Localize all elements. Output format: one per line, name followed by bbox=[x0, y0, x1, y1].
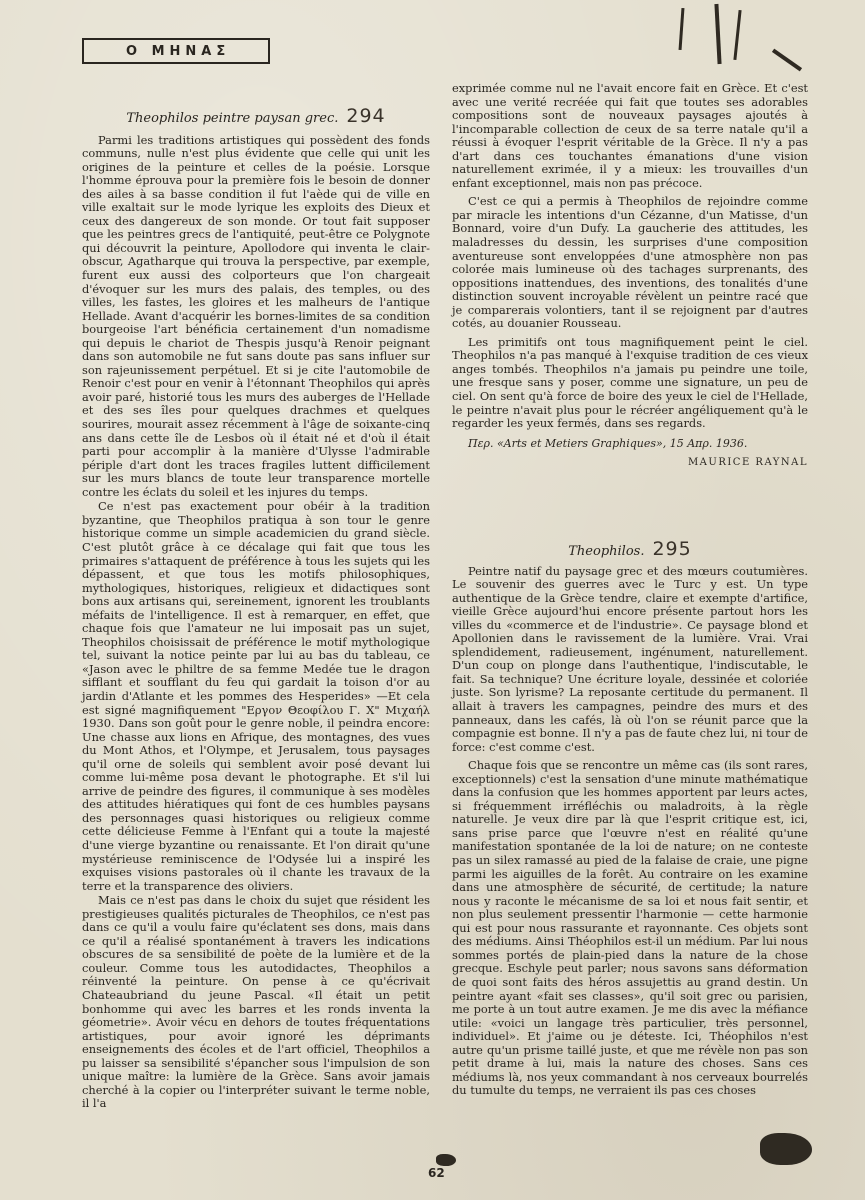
ink-stroke-mark bbox=[714, 4, 721, 64]
paragraph: Ce n'est pas exactement pour obéir à la tradition byzantine, que Theophilos pratiqua à son tour le genre historique comme un simple academicien du grand siècle. C'est plutôt grâce à ce décalage qui fait que tous les primaires s'attaquent de préférence à tous les sujets qui les dépassent, et que tous les motifs philosophiques, mythologiques, historiques, religieux et didactiques sont bons aux artisans qui, sereinement, ignorent les troublants méfaits de l'intelligence. Il est à remarquer, en effet, que chaque fois que l'amateur ne lui imposait pas un sujet, Theophilos choisissait de préférence le motif mythologique tel, suivant la notice peinte par lui au bas du tableau, ce «Jason avec le philtre de sa femme Medée tue le dragon sifflant et soufflant du feu qui gardait la toison d'or au jardin d'Atlante et les pommes des Hesperides» —Et cela est signé magnifiquement "Εργον Θεοφίλου Γ. Χ" Μιχαήλ 1930. Dans son goût pour le genre noble, il peindra encore: Une chasse aux lions en Afrique, des montagnes, des vues du Mont Athos, et l'Olympe, et Jerusalem, tous paysages qu'il orne de soleils qui semblent avoir posé devant lui comme lui-même posa devant le photographe. Et s'il lui arrive de peindre des figures, il communique à ses modèles des attitudes hiératiques qui font de ces humbles paysans des personnages quasi historiques ou religieux comme cette délicieuse Femme à l'Enfant qui a toute la majesté d'une vierge byzantine ou renaissante. Et l'on dirait qu'une mystérieuse reminiscence de l'Odyséе lui a inspiré les exquises visions pastorales où il chante les travaux de la terre et la transparence des oliviers. bbox=[82, 499, 430, 893]
paragraph: Peintre natif du paysage grec et des mœurs coutumières. Le souvenir des guerres avec le Turc y est. Un type authentique de la Grèce tendre, claire et exempte d'artifice, vieille Grèce aujourd'hui encore présente partout hors les villes du «commerce et de l'industrie». Ce paysage blond et Apollonien dans le ravissement de la lumière. Vrai. Vrai splendidement, radieusement, ingénument, naturellement. D'un coup on plonge dans l'authentique, l'indiscutable, le fait. Sa technique? Une écriture loyale, dessinée et coloriée juste. Son lyrisme? La reposante certitude du permanent. Il allait à travers les campagnes, peindre des murs et des panneaux, dans les cafés, là où l'on se réunit parce que la compagnie est bonne. Il n'y a pas de faute chez lui, ni tour de force: c'est comme c'est. bbox=[452, 563, 808, 754]
masthead: Ο ΜΗΝΑΣ bbox=[82, 38, 270, 64]
ink-blot-mark bbox=[436, 1154, 456, 1166]
paragraph: Chaque fois que se rencontre un même cas (ils sont rares, exceptionnels) c'est la sensation d'une minute mathématique dans la confusion que les hommes apportent par leurs actes, si fréquemment irréfléchis ou maladroits, à la règle naturelle. Je veux dire par là que l'esprit critique est, ici, sans prise parce que l'œuvre n'est en réalité qu'une manifestation spontanée de la loi de nature; on ne conteste pas un silex ramassé au pied de la falaise de craie, une pigne parmi les aiguilles de la forêt. Au contraire on les examine dans une atmosphère de sécurité, de certitude; la nature nous y raconte le mécanisme de sa loi et nous fait sentir, et non plus seulement pressentir l'harmonie — cette harmonie qui est pour nous rassurante et rayonnante. Ces objets sont des médiums. Ainsi Théophilos est-il un médium. Par lui nous sommes portés de plain-pied dans la nature de la chose grecque. Eschyle peut parler; nous savons sans déformation de quoi sont faits des héros assujettis au grand destin. Un peintre ayant «fait ses classes», qu'il soit grec ou parisien, me porte à un tout autre examen. Je me dis avec la méfiance utile: «voici un langage très particulier, très personnel, individuel». Et j'aime ou je déteste. Ici, Théophilos n'est autre qu'un prisme taillé juste, et que me révèle non pas son petit drame à lui, mais la nature des choses. Sans ces médiums là, nos yeux commandant à nos cerveaux bourrelés du tumulte du temps, ne verraient ils pas ces choses bbox=[452, 758, 808, 1098]
ink-stroke-mark bbox=[733, 10, 741, 60]
column-right-bottom bbox=[452, 538, 808, 1098]
column-left bbox=[82, 105, 430, 1111]
article-title-text: Theophilos peintre paysan grec. bbox=[126, 111, 339, 126]
paragraph: C'est ce qui a permis à Theophilos de rejoindre comme par miracle les intentions d'un Cézanne, d'un Matisse, d'un Bonnard, voire d'un Dufy. La gaucherie des attitudes, les maladresses du dessin, les surprises d'une composition aventureuse sont enveloppées d'une atmosphère non pas colorée mais lumineuse où des tachages surprenants, des oppositions inattendues, des inventions, des tonalités d'une distinction souvent incroyable révèlent un peintre racé que je comparerais volontiers, tant il se rejoignent par d'autres cotés, au douanier Rousseau. bbox=[452, 194, 808, 331]
handwritten-number: 294 bbox=[346, 105, 386, 127]
article-title bbox=[82, 105, 430, 127]
handwritten-number: 295 bbox=[652, 538, 692, 560]
column-right-top bbox=[452, 82, 808, 470]
article-title-text: Theophilos. bbox=[568, 544, 645, 559]
paragraph: exprimée comme nul ne l'avait encore fait en Grèce. Et c'est avec une verité recréée qui fait que toutes ses adorables compositions sont de nouveaux paysages ajoutés à l'incomparable collection de ceux de sa terre natale qu'il a réussi à évoquer l'esprit véritable de la Grèce. Il n'y a pas d'art dans ces touchantes émanations d'une vision naturellement exrimée, il y a mieux: les trouvailles d'un enfant exceptionnel, mais non pas précoce. bbox=[452, 81, 808, 190]
ink-blot-mark bbox=[760, 1133, 812, 1165]
source-citation: Περ. «Arts et Metiers Graphiques», 15 Απρ. 1936. bbox=[468, 436, 748, 450]
author-name: MAURICE RAYNAL bbox=[687, 457, 808, 469]
ink-stroke-mark bbox=[679, 8, 685, 50]
article-title bbox=[452, 538, 808, 560]
page-number: 62 bbox=[428, 1166, 445, 1180]
paragraph: Parmi les traditions artistiques qui possèdent des fonds communs, nulle n'est plus évidente que celle qui unit les origines de la peinture et celles de la poésie. Lorsque l'homme éprouva pour la première fois le besoin de donner des ailes à sa basse condition il fut l'aède qui de ville en ville exaltait sur le mode lyrique les exploits des Dieux et ceux des dangereux de son monde. Or tout fait supposer que les peintres grecs de l'antiquité, peut-être ce Polygnote qui découvrit la peinture, Apollodore qui inventa le clair-obscur, Agatharque qui trouva la perspective, par exemple, furent eux aussi des colporteurs que l'on chargeait d'évoquer sur les murs des palais, des temples, ou des villes, les fastes, les gloires et les malheurs de l'antique Hellade. Avant d'acquérir les bornes-limites de sa condition bourgeoise l'art bénéficia certainement d'un nomadisme qui depuis le chariot de Thespis jusqu'à Renoir peignant dans son automobile ne fut sans doute pas sans influer sur son rajeunissement perpétuel. Et si je cite l'automobile de Renoir c'est pour en venir à l'étonnant Theophilos qui après avoir paré, historié tous les murs des auberges de l'Hellade et des ses îles pour quelques drachmes et quelques sourires, mourait assez récemment à l'âge de soixante-cinq ans dans cette île de Lesbos où il était né et d'où il était parti pour accomplir à la manière d'Ulysse l'admirable périple d'art dont les traces fragiles luttent difficilement sur les murs blancs de toute leur transparence mortelle contre les éclats du soleil et les injures du temps. bbox=[82, 132, 430, 499]
paragraph: Les primitifs ont tous magnifiquement peint le ciel. Theophilos n'a pas manqué à l'exquise tradition de ces vieux anges tombés. Theophilos n'a jamais pu peindre une toile, une fresque sans y poser, comme une signature, un peu de ciel. On sent qu'à force de boire des yeux le ciel de l'Hellade, le peintre n'avait plus pour le récréer angéliquement qu'à le regarder les yeux fermés, dans ses regards. bbox=[452, 334, 808, 431]
ink-stroke-mark bbox=[772, 49, 802, 72]
paragraph: Mais ce n'est pas dans le choix du sujet que résident les prestigieuses qualités picturales de Theophilos, ce n'est pas dans ce qu'il a voulu faire qu'éclatent ses dons, mais dans ce qu'il a réalisé spontanément à travers les indications obscures de sa sensibilité de poète de la lumière et de la couleur. Comme tous les autodidactes, Theophilos a réinventé la peinture. On pense à ce qu'écrivait Chateaubriand du jeune Pascal. «Il était un petit bonhomme qui avec les barres et les ronds inventa la géometrie». Avoir vécu en dehors de toutes fréquentations artistiques, pour avoir ignoré les déprimants enseignements des écoles et de l'art officiel, Theophilos a pu laisser sa sensibilité s'épancher sous l'impulsion de son unique maître: la lumière de la Grèce. Sans avoir jamais cherché à la copier ou l'interpréter suivant le terme noble, il l'a bbox=[82, 893, 430, 1111]
